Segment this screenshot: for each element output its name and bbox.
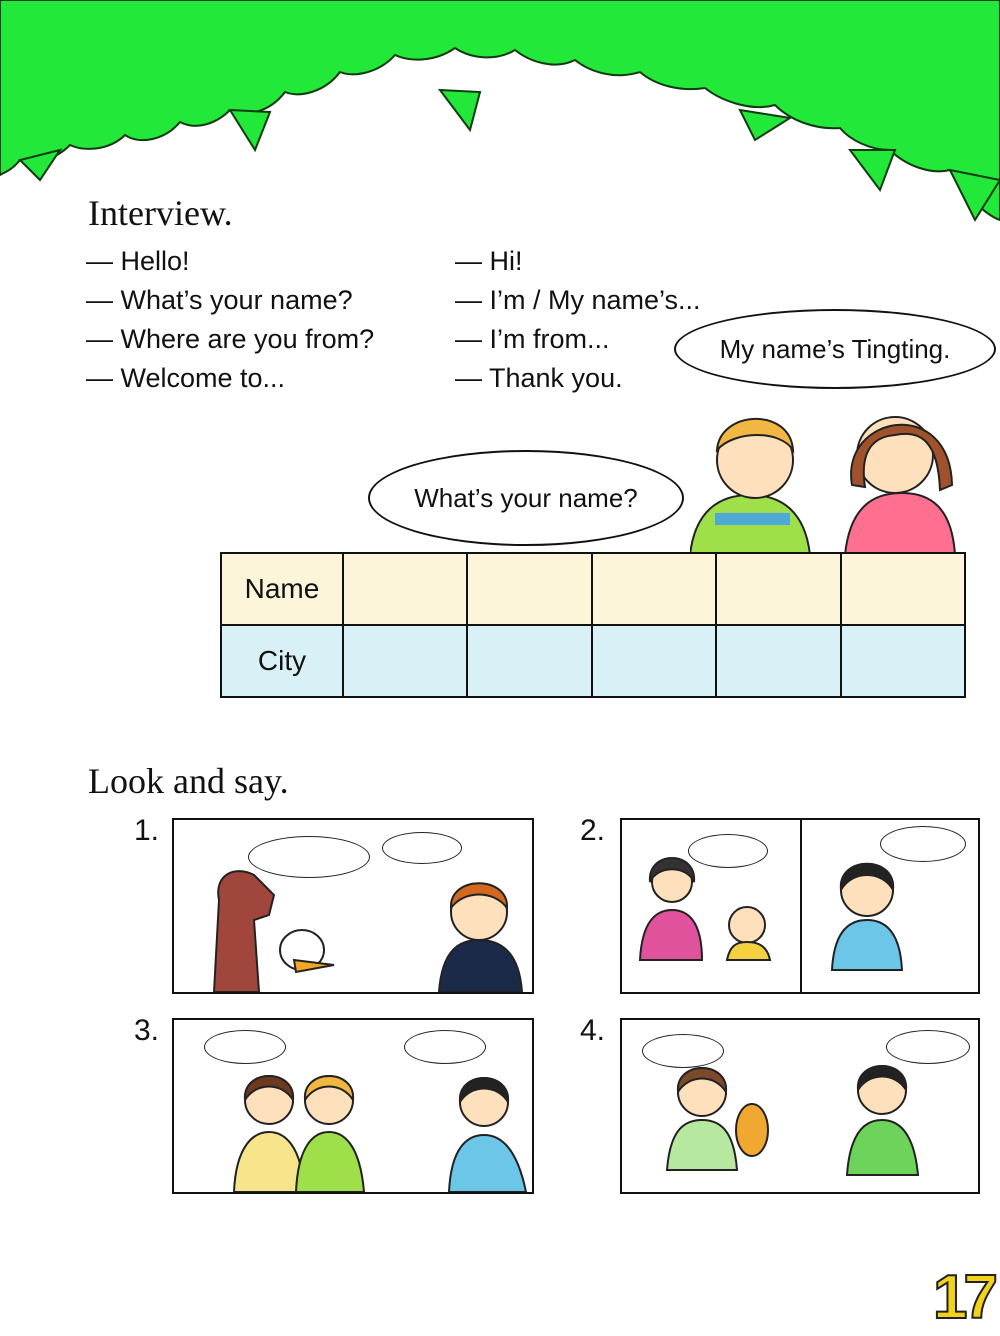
dialogue-line: — Where are you from?: [86, 324, 375, 354]
response-line: — Hi!: [455, 246, 523, 276]
panel-number: 3.: [134, 1014, 160, 1047]
city-cell[interactable]: [841, 625, 965, 697]
table-row-name: [221, 553, 965, 625]
table-row-city: [221, 625, 965, 697]
response-line: — Thank you.: [455, 363, 623, 393]
name-cell[interactable]: [841, 553, 965, 625]
response-line: — I’m from...: [455, 324, 610, 354]
children-illustration: [690, 395, 960, 555]
picture-panel-1: [172, 818, 534, 994]
name-cell[interactable]: [467, 553, 591, 625]
panel-number: 2.: [580, 814, 606, 847]
name-cell[interactable]: [592, 553, 716, 625]
interview-table: [220, 552, 966, 698]
boy-monkey-illustration: [622, 1020, 978, 1192]
introduction-illustration: [174, 1020, 532, 1192]
picture-panel-4: [620, 1018, 980, 1194]
city-cell[interactable]: [343, 625, 467, 697]
city-cell[interactable]: [592, 625, 716, 697]
dialogue-line: — Welcome to...: [86, 363, 286, 393]
picture-panel-2: [620, 818, 980, 994]
panel-number: 4.: [580, 1014, 606, 1047]
dialogue-line: — What’s your name?: [86, 285, 353, 315]
row-label-city: City: [221, 625, 343, 697]
picture-panel-3: [172, 1018, 534, 1194]
interview-heading: Interview.: [88, 193, 233, 233]
horse-duck-man-illustration: [174, 820, 532, 992]
response-line: — I’m / My name’s...: [455, 285, 701, 315]
dialogue-line: — Hello!: [86, 246, 190, 276]
city-cell[interactable]: [467, 625, 591, 697]
speech-bubble-question: What’s your name?: [368, 450, 684, 546]
city-cell[interactable]: [716, 625, 840, 697]
speech-bubble-answer: My name’s Tingting.: [674, 309, 996, 389]
name-cell[interactable]: [343, 553, 467, 625]
name-cell[interactable]: [716, 553, 840, 625]
row-label-name: Name: [221, 553, 343, 625]
greeting-illustration: [622, 820, 978, 992]
look-and-say-heading: Look and say.: [88, 761, 289, 801]
panel-number: 1.: [134, 814, 160, 847]
page-number: 17: [933, 1263, 994, 1332]
